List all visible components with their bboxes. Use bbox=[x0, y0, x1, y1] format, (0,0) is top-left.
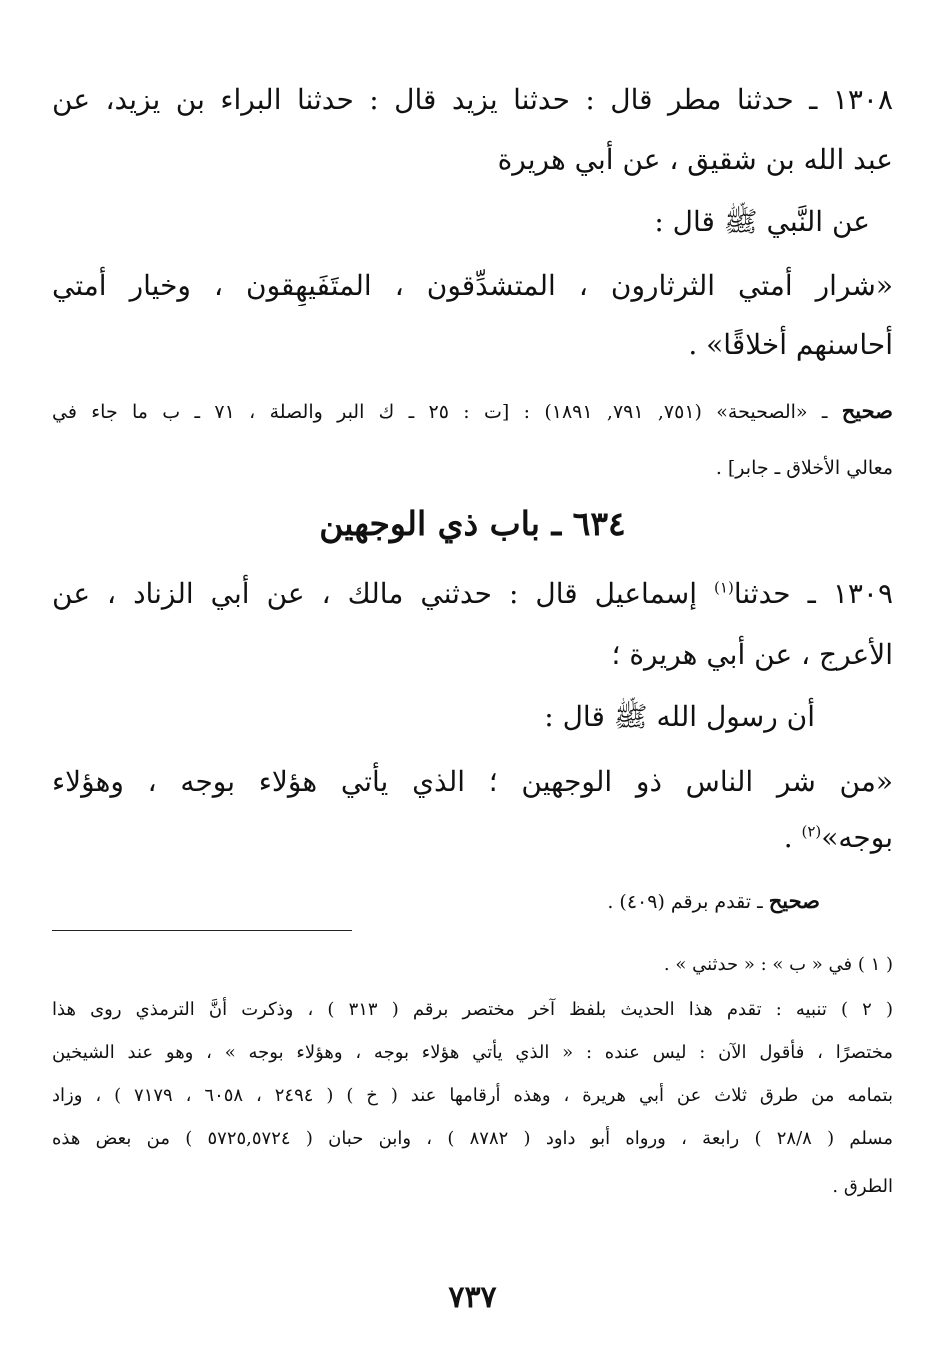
hadith-1308-line-5: أحاسنهم أخلاقًا» . bbox=[688, 328, 893, 361]
footnote-ref-1: (١) bbox=[714, 578, 734, 597]
footnote-2-line-3: بتمامه من طرق ثلاث عن أبي هريرة ، وهذه أرقامها عند ( خ ) ( ٢٤٩٤ ، ٦٠٥٨ ، ٧١٧٩ ) ، وزاد bbox=[52, 1085, 893, 1106]
footnote-1: ( ١ ) في « ب » : « حدثني » . bbox=[663, 954, 893, 975]
grade-text: ـ «الصحيحة» (٧٥١, ٧٩١, ١٨٩١) : [ت : ٢٥ ـ ك البر والصلة ، ٧١ ـ ب ما جاء في bbox=[52, 401, 842, 423]
hadith-1309-line-4: «من شر الناس ذو الوجهين ؛ الذي يأتي هؤلاء بوجه ، وهؤلاء bbox=[52, 765, 893, 798]
hadith-1309-line-3: أن رسول الله ﷺ قال : bbox=[544, 700, 815, 733]
footnote-ref-2: (٢) bbox=[801, 822, 822, 841]
grade-text: ـ تقدم برقم (٤٠٩) . bbox=[607, 891, 769, 913]
hadith-1308-line-2: عبد الله بن شقيق ، عن أبي هريرة bbox=[497, 143, 893, 176]
page-number: ٧٣٧ bbox=[448, 1280, 497, 1315]
footnote-2-line-1: ( ٢ ) تنبيه : تقدم هذا الحديث بلفظ آخر مختصر برقم ( ٣١٣ ) ، وذكرت أنَّ الترمذي روى هذا bbox=[52, 999, 893, 1020]
footnote-separator bbox=[52, 930, 352, 931]
footnote-2-line-2: مختصرًا ، فأقول الآن : ليس عنده : « الذي يأتي هؤلاء بوجه ، وهؤلاء بوجه » ، وهو عند الشيخين bbox=[52, 1042, 893, 1063]
hadith-1309-line-5 bbox=[52, 818, 893, 858]
hadith-1309-number: ١٣٠٩ ـ حدثنا bbox=[733, 577, 893, 610]
hadith-1308-grade-line-2: معالي الأخلاق ـ جابر] . bbox=[715, 457, 893, 479]
grade-label: صحيح bbox=[841, 398, 893, 423]
hadith-1308-line-4: «شرار أمتي الثرثارون ، المتشدِّقون ، المتَفَيهِقون ، وخيار أمتي bbox=[52, 269, 893, 302]
chapter-heading: ٦٣٤ ـ باب ذي الوجهين bbox=[319, 504, 626, 543]
hadith-1309-isnad: إسماعيل قال : حدثني مالك ، عن أبي الزناد ، عن bbox=[52, 577, 715, 610]
grade-label: صحيح bbox=[768, 888, 820, 913]
hadith-1309-end-dot: . bbox=[783, 821, 802, 854]
hadith-1309-grade bbox=[52, 886, 820, 917]
hadith-1309-line-1 bbox=[52, 574, 893, 614]
hadith-1309-line-2: الأعرج ، عن أبي هريرة ؛ bbox=[611, 638, 893, 671]
hadith-1309-end: بوجه» bbox=[821, 821, 893, 854]
hadith-1308-grade bbox=[52, 396, 893, 427]
footnote-2-line-5: الطرق . bbox=[832, 1176, 893, 1197]
footnote-2-line-4: مسلم ( ٢٨/٨ ) رابعة ، ورواه أبو داود ( ٨٧٨٢ ) ، وابن حبان ( ٥٧٢٥,٥٧٢٤ ) من بعض هذه bbox=[52, 1128, 893, 1149]
hadith-1308-line-1: ١٣٠٨ ـ حدثنا مطر قال : حدثنا يزيد قال : حدثنا البراء بن يزيد، عن bbox=[52, 83, 893, 116]
hadith-1308-line-3: عن النَّبي ﷺ قال : bbox=[654, 205, 870, 238]
